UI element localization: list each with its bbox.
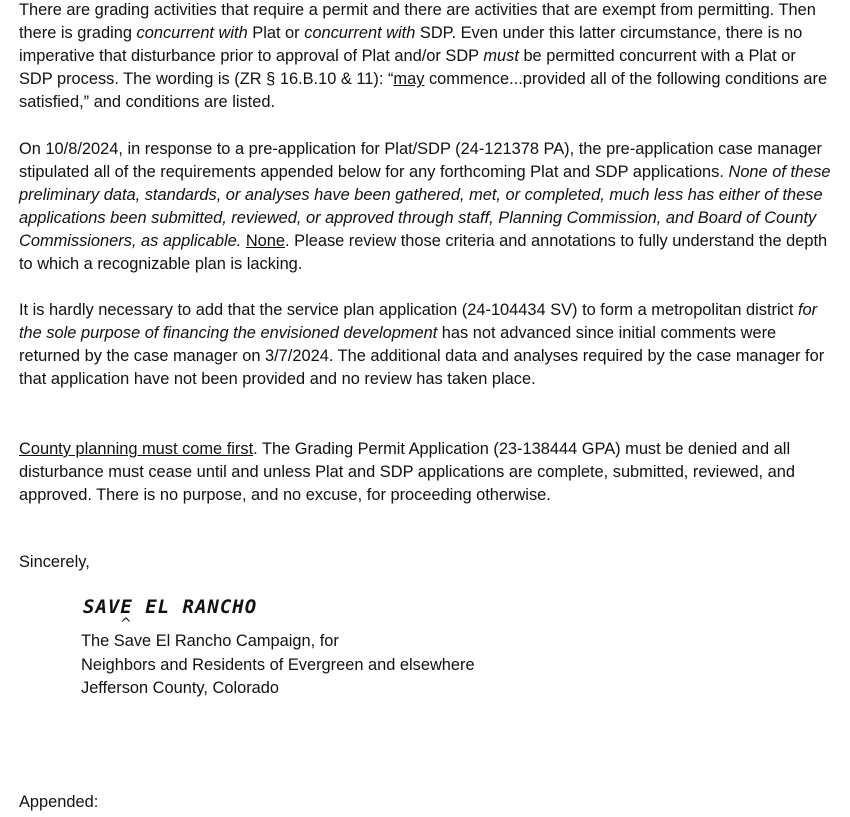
- closing-salutation: Sincerely,: [19, 553, 90, 571]
- paragraph-pre-application: [19, 138, 831, 277]
- italic-text: concurrent with: [136, 24, 248, 43]
- italic-text: None of these preliminary data, standards, or analyses have been gathered, met, or completed, much less has either of these applications been submitted, reviewed, or approved through staff, Planning Commission, and Board of County Commissioners, as applicable.: [19, 163, 831, 251]
- handwritten-signature: SAVE EL RANCHO: [83, 596, 258, 618]
- underlined-text: County planning must come first: [19, 440, 254, 458]
- signer-line: Jefferson County, Colorado: [81, 679, 280, 698]
- text: has not advanced since initial comments were returned by the case manager on 3/7/2024. The additional data and analyses required by the case manager for that application have not been provided and no review has taken place.: [19, 324, 825, 389]
- underlined-text: may: [393, 70, 425, 89]
- text: SDP. Even under this latter circumstance, there is no imperative that disturbance prior to approval of Plat and/or SDP: [19, 24, 803, 66]
- signer-block: [81, 630, 475, 701]
- text: . Please review those criteria and annotations to fully understand the depth to which a recognizable plan is lacking.: [19, 232, 828, 274]
- paragraph-service-plan: [19, 299, 831, 391]
- paragraph-grading-activities: [19, 0, 831, 114]
- appended-heading: Appended:: [19, 793, 99, 811]
- signer-line: Neighbors and Residents of Evergreen and elsewhere: [81, 655, 475, 674]
- text: be permitted concurrent with a Plat or SDP process. The wording is (ZR § 16.B.10 & 11): “: [19, 47, 796, 89]
- italic-text: for the sole purpose of financing the envisioned development: [19, 301, 818, 343]
- underlined-text: None: [245, 232, 286, 251]
- text: It is hardly necessary to add that the service plan application (24-104434 SV) to form a metropolitan district: [19, 301, 798, 319]
- text: There are grading activities that require a permit and there are activities that are exempt from permitting. Then there is grading: [19, 1, 816, 43]
- paragraph-county-planning: [19, 438, 831, 507]
- signer-line: The Save El Rancho Campaign, for: [81, 632, 339, 650]
- text: commence...provided all of the following conditions are satisfied,” and conditions are listed.: [19, 70, 828, 112]
- signature-caret-mark: ^: [120, 616, 132, 632]
- text: On 10/8/2024, in response to a pre-application for Plat/SDP (24-121378 PA), the pre-application case manager stipulated all of the requirements appended below for any forthcoming Plat and SDP applications.: [19, 140, 823, 182]
- italic-text: concurrent with: [304, 24, 416, 43]
- italic-text: must: [483, 47, 519, 66]
- text: Plat or: [247, 24, 305, 43]
- text: . The Grading Permit Application (23-138444 GPA) must be denied and all disturbance must cease until and unless Plat and SDP applications are complete, submitted, reviewed, and approved. There is no purpose, and no excuse, for proceeding otherwise.: [19, 440, 795, 505]
